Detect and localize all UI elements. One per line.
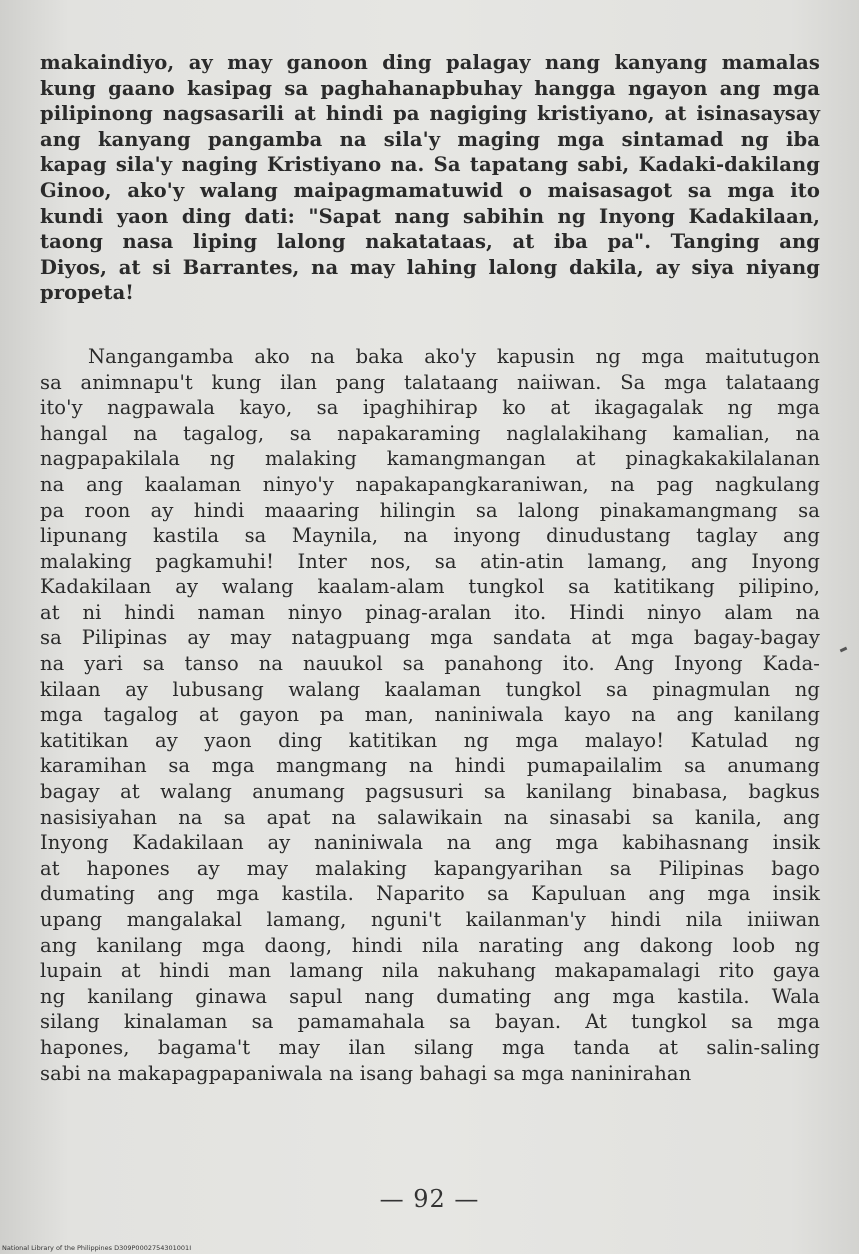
text-line: katitikan ay yaon ding katitikan ng mga malayo! Katulad ng — [40, 728, 820, 752]
text-line: bagay at walang anumang pagsusuri sa kanilang binabasa, bagkus — [40, 780, 820, 804]
margin-mark — [840, 647, 848, 653]
text-line: lupain at hindi man lamang nila nakuhang makapamalagi rito gaya — [40, 959, 820, 983]
text-line: kundi yaon ding dati: "Sapat nang sabihin ng Inyong Kadakilaan, — [40, 204, 820, 228]
text-line: Nangangamba ako na baka ako'y kapusin ng mga maitutugon — [88, 344, 820, 368]
text-line: dumating ang mga kastila. Naparito sa Kapuluan ang mga insik — [40, 882, 820, 906]
text-line: karamihan sa mga mangmang na hindi pumapailalim sa anumang — [40, 754, 820, 778]
text-line: ito'y nagpawala kayo, sa ipaghihirap ko at ikagagalak ng mga — [40, 396, 820, 420]
text-line: Kadakilaan ay walang kaalam-alam tungkol sa katitikang pilipino, — [40, 575, 820, 599]
text-line: kung gaano kasipag sa paghahanapbuhay hangga ngayon ang mga — [40, 76, 820, 100]
text-line: nasisiyahan na sa apat na salawikain na sinasabi sa kanila, ang — [40, 805, 820, 829]
text-line: sa animnapu't kung ilan pang talataang naiiwan. Sa mga talataang — [40, 370, 820, 394]
paragraph-2 — [40, 344, 820, 1086]
text-line: ang kanilang mga daong, hindi nila narating ang dakong loob ng — [40, 933, 820, 957]
text-line: hangal na tagalog, sa napakaraming naglalakihang kamalian, na — [40, 421, 820, 445]
text-line: upang mangalakal lamang, nguni't kailanman'y hindi nila iniiwan — [40, 908, 820, 931]
text-line: sa Pilipinas ay may natagpuang mga sandata at mga bagay-bagay — [40, 626, 820, 650]
text-line: malaking pagkamuhi! Inter nos, sa atin-atin lamang, ang Inyong — [40, 549, 820, 573]
text-line: hapones, bagama't may ilan silang mga tanda at salin-saling — [40, 1035, 820, 1059]
text-line: kapag sila'y naging Kristiyano na. Sa tapatang sabi, Kadaki-dakilang — [40, 153, 820, 177]
text-line: lipunang kastila sa Maynila, na inyong dinudustang taglay ang — [40, 524, 820, 548]
body-text — [40, 50, 820, 1086]
page-number: — 92 — — [379, 1185, 480, 1213]
text-line: ang kanyang pangamba na sila'y maging mga sintamad ng iba — [40, 127, 820, 151]
footer-credit: National Library of the Philippines D309P0002754301001I — [2, 1244, 192, 1252]
text-line: silang kinalaman sa pamamahala sa bayan. At tungkol sa mga — [40, 1010, 820, 1034]
text-line: na yari sa tanso na nauukol sa panahong ito. Ang Inyong Kada- — [40, 652, 820, 676]
text-line: sabi na makapagpapaniwala na isang bahagi sa mga naninirahan — [40, 1061, 692, 1085]
text-line: ng kanilang ginawa sapul nang dumating ang mga kastila. Wala — [40, 984, 820, 1008]
text-line: kilaan ay lubusang walang kaalaman tungkol sa pinagmulan ng — [40, 677, 820, 701]
text-line: Ginoo, ako'y walang maipagmamatuwid o maisasagot sa mga ito — [40, 178, 820, 202]
text-line: mga tagalog at gayon pa man, naniniwala kayo na ang kanilang — [40, 703, 820, 727]
text-line: nagpapakilala ng malaking kamangmangan at pinagkakakilalanan — [40, 447, 820, 471]
text-line: makaindiyo, ay may ganoon ding palagay nang kanyang mamalas — [40, 51, 820, 74]
text-line: Diyos, at si Barrantes, na may lahing lalong dakila, ay siya niyang — [40, 255, 820, 279]
text-line: at hapones ay may malaking kapangyarihan sa Pilipinas bago — [40, 856, 820, 880]
text-line: Inyong Kadakilaan ay naniniwala na ang mga kabihasnang insik — [40, 831, 820, 855]
text-line: pilipinong nagsasarili at hindi pa nagiging kristiyano, at isinasaysay — [40, 102, 820, 126]
text-line: na ang kaalaman ninyo'y napakapangkaraniwan, na pag nagkulang — [40, 472, 820, 496]
text-line: propeta! — [40, 281, 134, 305]
text-line: taong nasa liping lalong nakatataas, at iba pa". Tanging ang — [40, 230, 820, 254]
text-line: pa roon ay hindi maaaring hilingin sa lalong pinakamangmang sa — [40, 498, 820, 522]
text-line: at ni hindi naman ninyo pinag-aralan ito. Hindi ninyo alam na — [40, 600, 820, 624]
paragraph-1 — [40, 50, 820, 306]
